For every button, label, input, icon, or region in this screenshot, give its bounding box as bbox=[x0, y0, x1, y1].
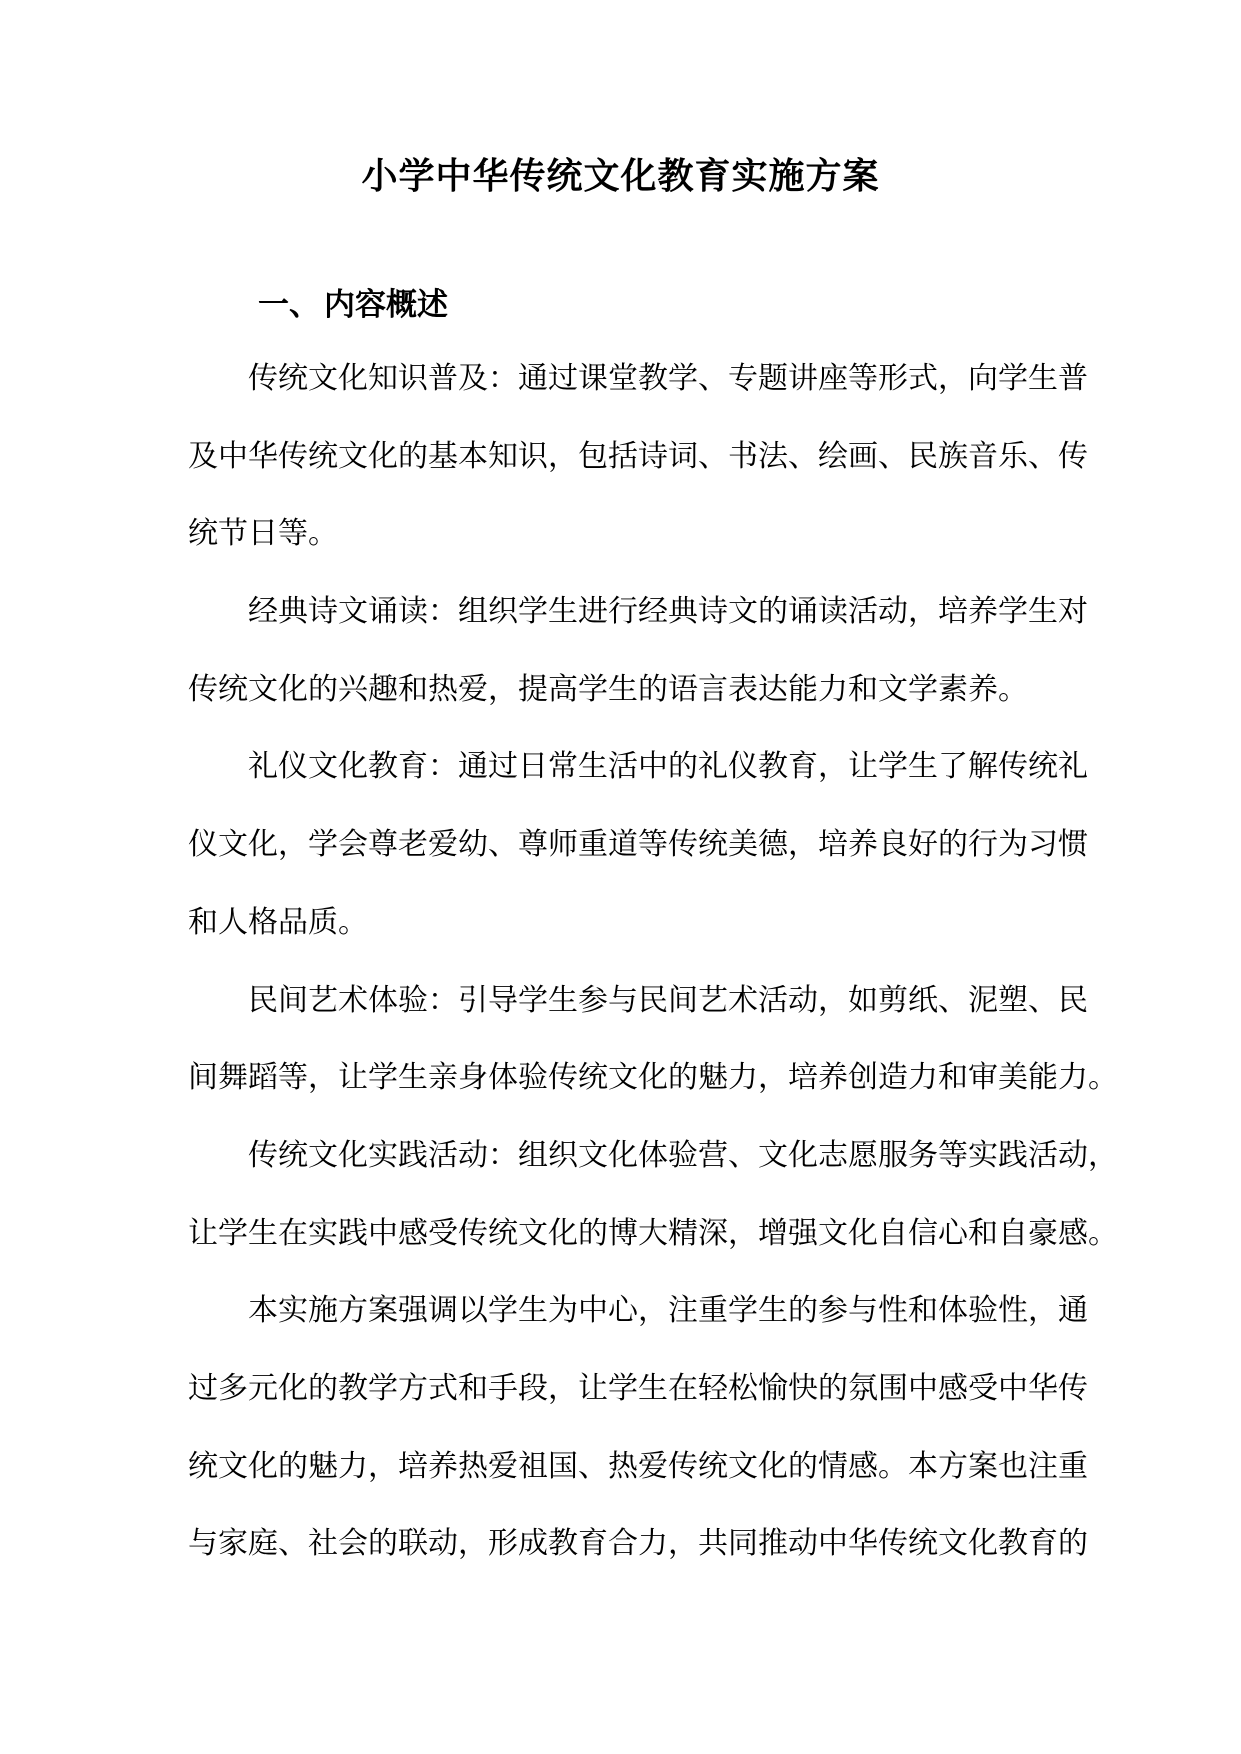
document-title: 小学中华传统文化教育实施方案 bbox=[361, 155, 880, 197]
paragraph-line: 和人格品质。 bbox=[188, 904, 368, 940]
paragraph-line: 经典诗文诵读：组织学生进行经典诗文的诵读活动，培养学生对 bbox=[248, 594, 1088, 630]
paragraph-line: 间舞蹈等，让学生亲身体验传统文化的魅力，培养创造力和审美能力。 bbox=[188, 1060, 1118, 1096]
paragraph-line: 及中华传统文化的基本知识，包括诗词、书法、绘画、民族音乐、传 bbox=[188, 438, 1088, 474]
paragraph-line: 与家庭、社会的联动，形成教育合力，共同推动中华传统文化教育的 bbox=[188, 1526, 1088, 1562]
paragraph-line: 本实施方案强调以学生为中心，注重学生的参与性和体验性，通 bbox=[248, 1293, 1088, 1329]
section-number: 一、 bbox=[258, 287, 320, 323]
paragraph-line: 统节日等。 bbox=[188, 516, 338, 552]
paragraph-line: 传统文化实践活动：组织文化体验营、文化志愿服务等实践活动， bbox=[248, 1137, 1118, 1173]
body-text bbox=[188, 356, 1118, 1599]
section-heading-text: 内容概述 bbox=[324, 287, 448, 323]
paragraph-line: 民间艺术体验：引导学生参与民间艺术活动，如剪纸、泥塑、民 bbox=[248, 982, 1088, 1018]
paragraph-line: 让学生在实践中感受传统文化的博大精深，增强文化自信心和自豪感。 bbox=[188, 1215, 1118, 1251]
paragraph-line: 传统文化知识普及：通过课堂教学、专题讲座等形式，向学生普 bbox=[248, 361, 1088, 396]
paragraph-line: 传统文化的兴趣和热爱，提高学生的语言表达能力和文学素养。 bbox=[188, 671, 1028, 707]
section-heading bbox=[258, 282, 448, 328]
paragraph-line: 仪文化，学会尊老爱幼、尊师重道等传统美德，培养良好的行为习惯 bbox=[188, 827, 1088, 863]
paragraph-line: 礼仪文化教育：通过日常生活中的礼仪教育，让学生了解传统礼 bbox=[248, 749, 1088, 785]
paragraph-line: 过多元化的教学方式和手段，让学生在轻松愉快的氛围中感受中华传 bbox=[188, 1370, 1088, 1406]
paragraph-line: 统文化的魅力，培养热爱祖国、热爱传统文化的情感。本方案也注重 bbox=[188, 1448, 1088, 1484]
